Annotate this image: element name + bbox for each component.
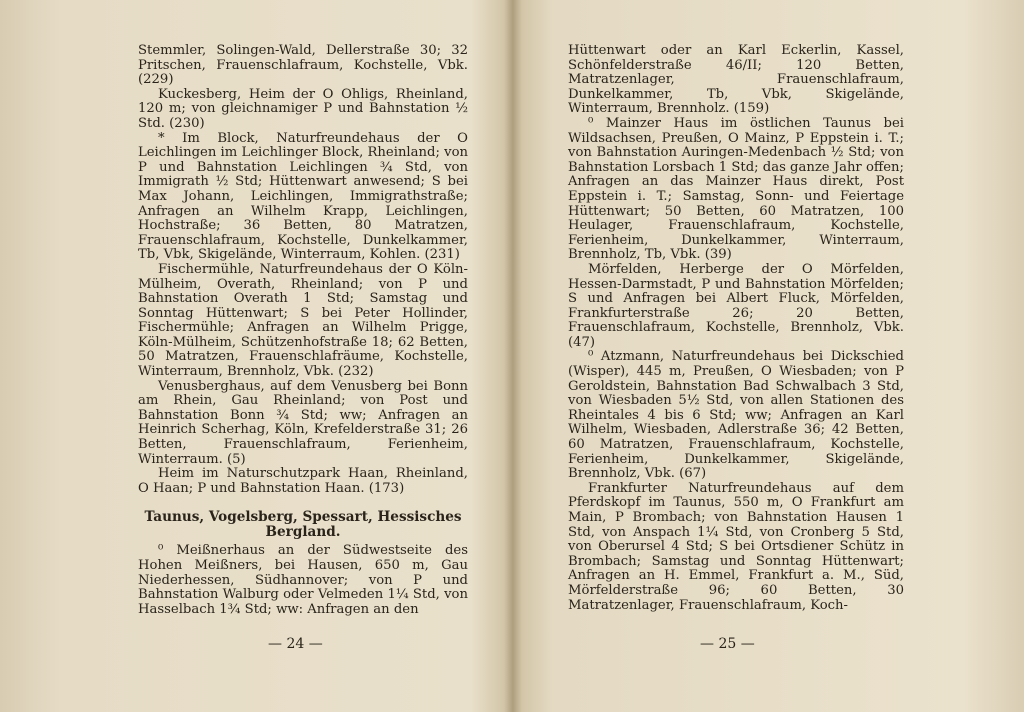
entry-atzmann: ⁰ Atzmann, Naturfreundehaus bei Dickschied (Wisper), 445 m, Preußen, O Wiesbaden; von P Geroldstein, Bahnstation Bad Schwalbach 3 Std, von Wiesbaden 5½ Std, von allen Stationen des Rheintales 4 bis 6 Std; ww; Anfragen an Karl Wilhelm, Wiesbaden, Adlerstraße 36; 42 Betten, 60 Matratzen, Frauenschlafraum, Kochstelle, Ferienheim, Dunkelkammer, Skigelände, Brennholz, Vbk. (67) — [568, 349, 904, 482]
section-heading: Taunus, Vogelsberg, Spessart, Hessisches Bergland. — [144, 509, 462, 541]
entry-moerfelden: Mörfelden, Herberge der O Mörfelden, Hessen-Darmstadt, P und Bahnstation Mörfelden; S und Anfragen bei Albert Fluck, Mörfelden, Frankfurterstraße 26; 20 Betten, Frauenschlafraum, Kochstelle, Brennholz, Vbk. (47) — [568, 261, 904, 350]
left-text-column — [138, 44, 468, 617]
entry-stemmler: Stemmler, Solingen-Wald, Dellerstraße 30; 32 Pritschen, Frauenschlafraum, Kochstelle, Vbk. (229) — [138, 43, 468, 88]
entry-fischermuehle: Fischermühle, Naturfreundehaus der O Köln-Mülheim, Overath, Rheinland; von P und Bahnstation Overath 1 Std; Samstag und Sonntag Hüttenwart; S bei Peter Hollinder, Fischermühle; Anfragen an Wilhelm Prigge, Köln-Mülheim, Schützenhofstraße 18; 62 Betten, 50 Matratzen, Frauenschlafräume, Kochstelle, Winterraum, Brennholz, Vbk. (232) — [138, 261, 468, 380]
entry-kuckesberg: Kuckesberg, Heim der O Ohligs, Rheinland, 120 m; von gleichnamiger P und Bahnstation ½ Std. (230) — [138, 86, 468, 131]
entry-meissnerhaus-cont: Hüttenwart oder an Karl Eckerlin, Kassel, Schönfelderstraße 46/II; 120 Betten, Matratzenlager, Frauenschlafraum, Dunkelkammer, Tb, Vbk, Skigelände, Winterraum, Brennholz. (159) — [568, 43, 904, 117]
page-number-right: — 25 — — [700, 636, 755, 652]
left-page — [0, 0, 506, 712]
right-text-column — [568, 44, 904, 613]
entry-venusberghaus: Venusberghaus, auf dem Venusberg bei Bonn am Rhein, Gau Rheinland; von Post und Bahnstation Bonn ¾ Std; ww; Anfragen an Heinrich Scherhag, Köln, Krefelderstraße 31; 26 Betten, Frauenschlafraum, Ferienheim, Winterraum. (5) — [138, 378, 468, 467]
entry-mainzer-haus: ⁰ Mainzer Haus im östlichen Taunus bei Wildsachsen, Preußen, O Mainz, P Eppstein i. T.; von Bahnstation Auringen-Medenbach ½ Std; von Bahnstation Lorsbach 1 Std; das ganze Jahr offen; Anfragen an das Mainzer Haus direkt, Post Eppstein i. T.; Samstag, Sonn- und Feiertage Hüttenwart; 50 Betten, 60 Matratzen, 100 Heulager, Frauenschlafraum, Kochstelle, Ferienheim, Dunkelkammer, Winterraum, Brennholz, Tb, Vbk. (39) — [568, 115, 904, 263]
entry-meissnerhaus: ⁰ Meißnerhaus an der Südwestseite des Hohen Meißners, bei Hausen, 650 m, Gau Niederhessen, Südhannover; von P und Bahnstation Walburg oder Velmeden 1¼ Std, von Hasselbach 1¾ Std; ww: Anfragen an den — [138, 543, 468, 617]
page-number-left: — 24 — — [268, 636, 323, 652]
entry-frankfurter-haus: Frankfurter Naturfreundehaus auf dem Pferdskopf im Taunus, 550 m, O Frankfurt am Main, P Brombach; von Bahnstation Hausen 1 Std, von Anspach 1¼ Std, von Cronberg 5 Std, von Oberursel 4 Std; S bei Ortsdiener Schütz in Brombach; Samstag und Sonntag Hüttenwart; Anfragen an H. Emmel, Frankfurt a. M., Süd, Mörfelderstraße 96; 60 Betten, 30 Matratzenlager, Frauenschlafraum, Koch- — [568, 480, 904, 613]
entry-haan: Heim im Naturschutzpark Haan, Rheinland, O Haan; P und Bahnstation Haan. (173) — [138, 466, 468, 496]
entry-im-block: * Im Block, Naturfreundehaus der O Leichlingen im Leichlinger Block, Rheinland; von P und Bahnstation Leichlingen ¾ Std, von Immigrath ½ Std; Hüttenwart anwesend; S bei Max Johann, Leichlingen, Immigrathstraße; Anfragen an Wilhelm Krapp, Leichlingen, Hochstraße; 36 Betten, 80 Matratzen, Frauenschlafraum, Kochstelle, Dunkelkammer, Tb, Vbk, Skigelände, Winterraum, Kohlen. (231) — [138, 130, 468, 263]
right-page — [518, 0, 1024, 712]
